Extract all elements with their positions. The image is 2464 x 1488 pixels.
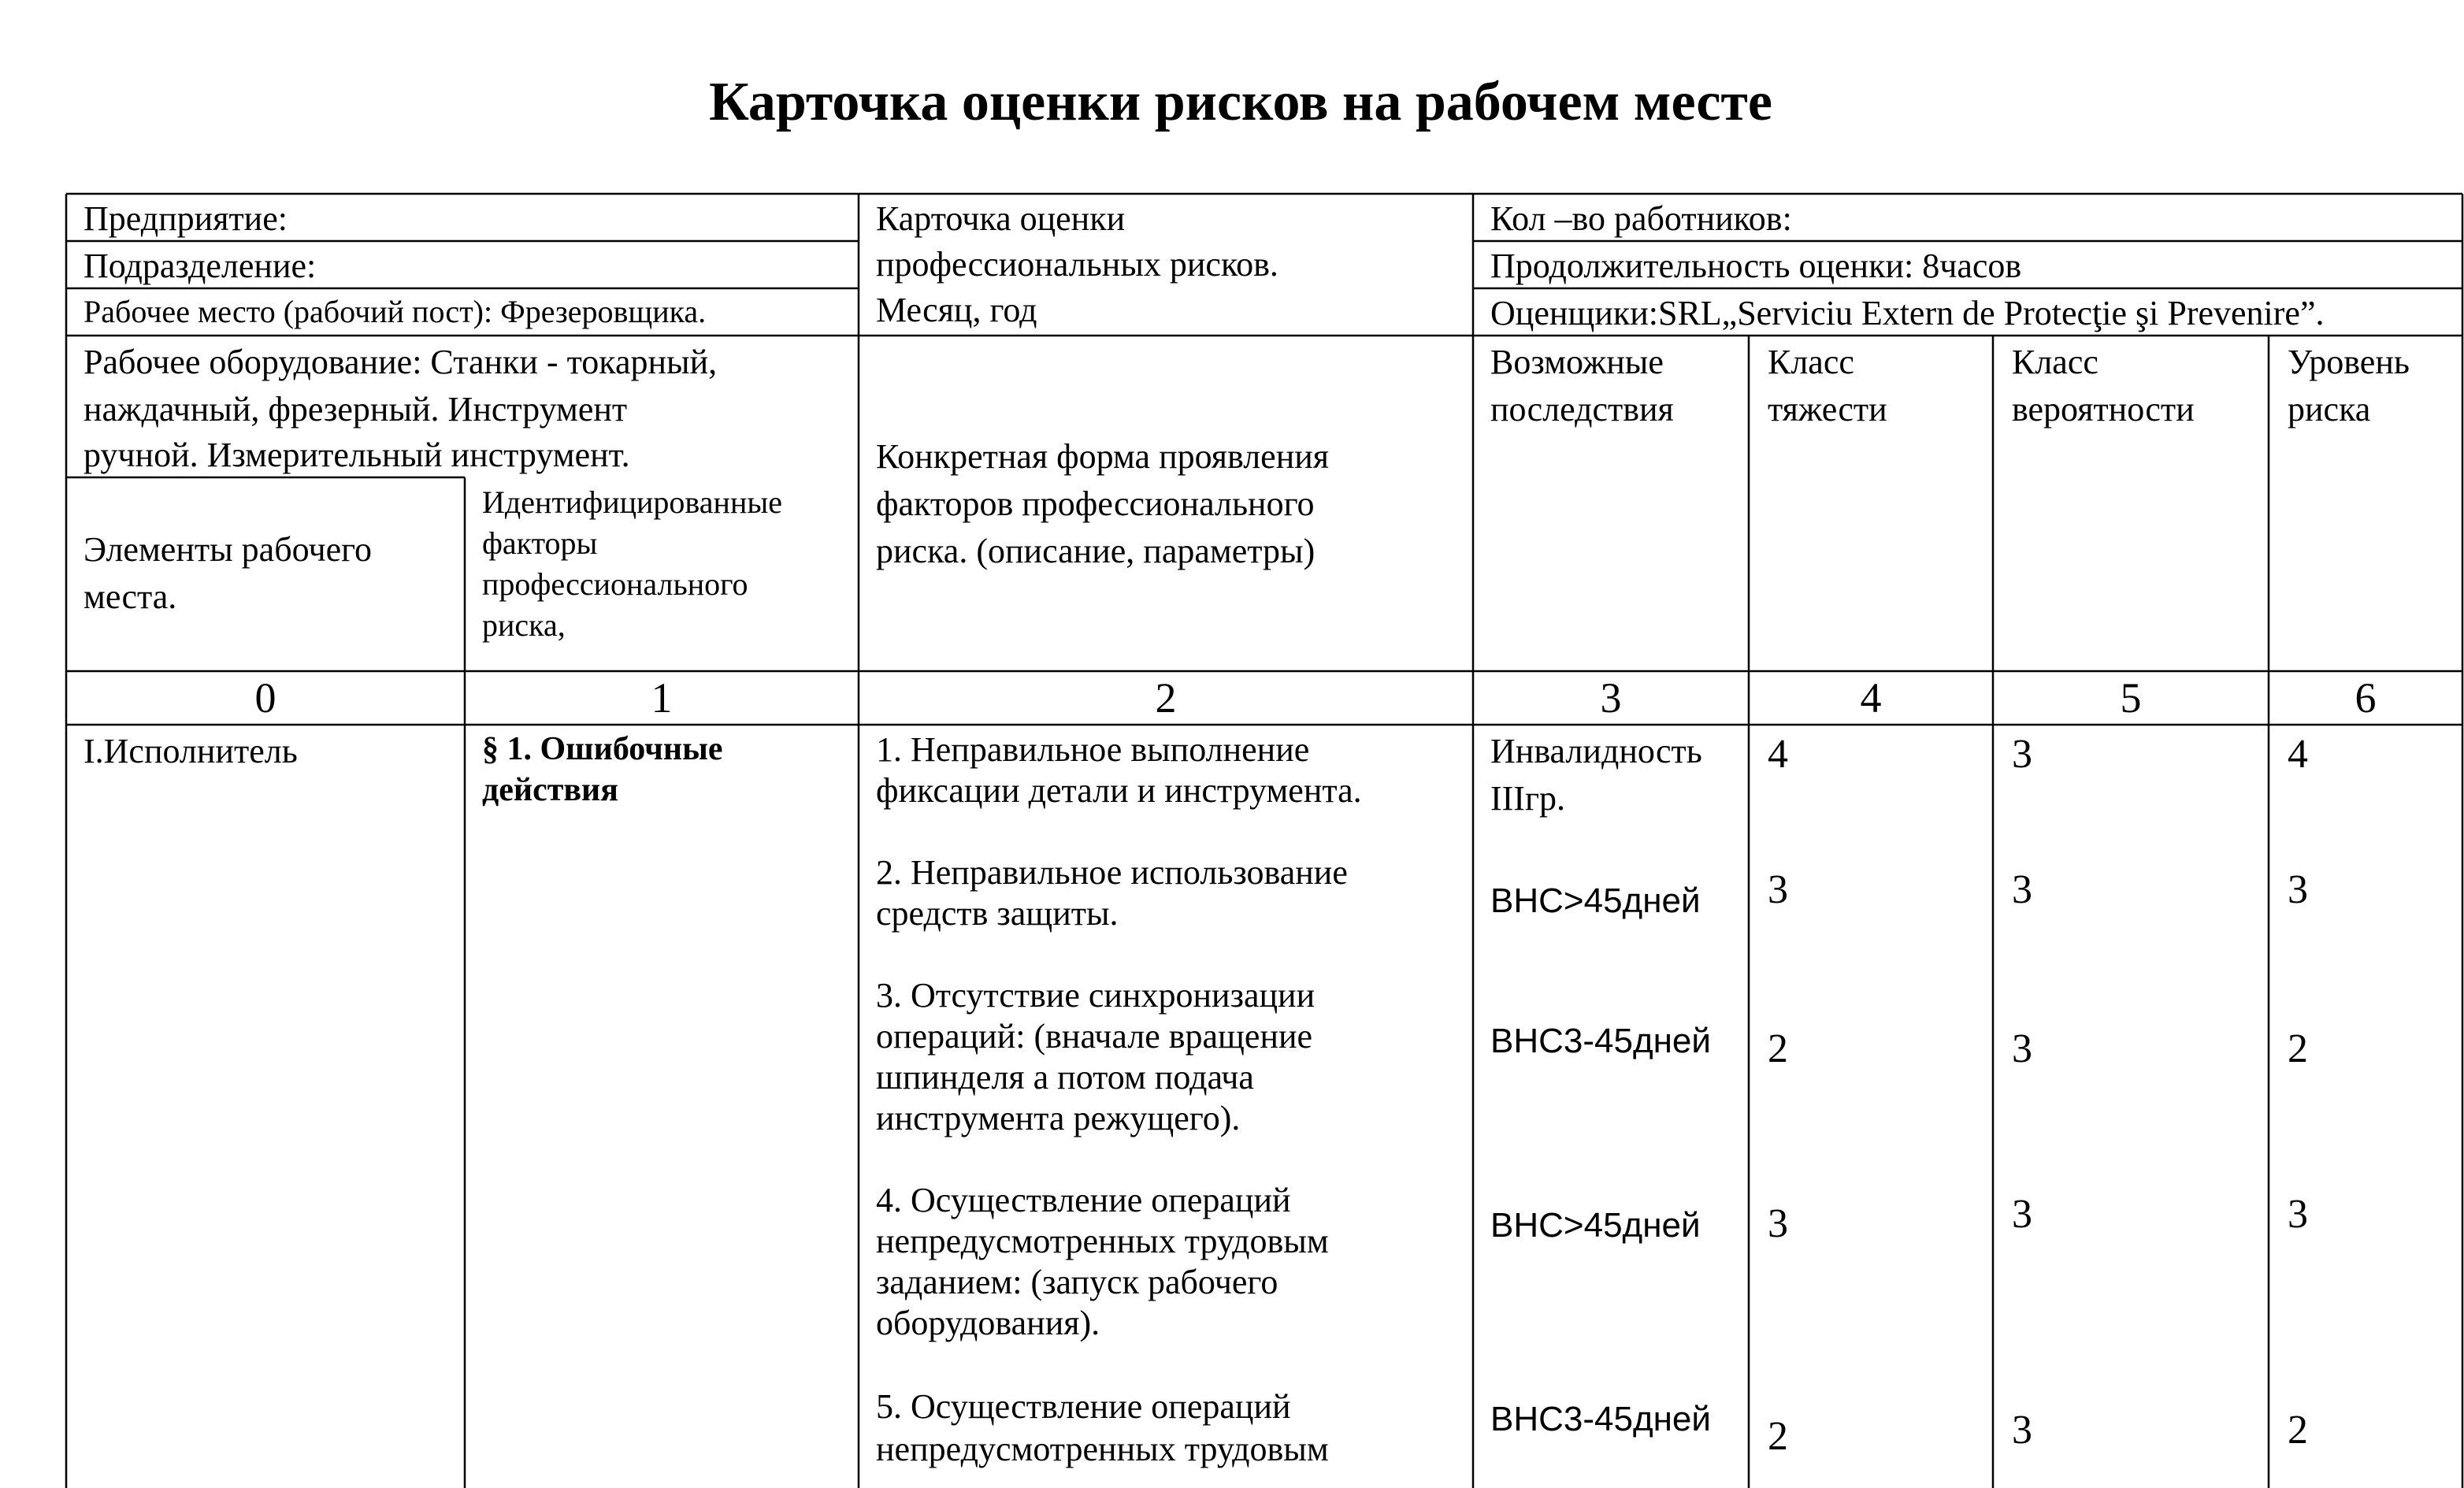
row-2-description-line-2: средств защиты. (876, 894, 1119, 933)
form-header-line-1: Конкретная форма проявления (876, 437, 1330, 476)
column-number-4: 4 (1860, 674, 1882, 722)
elements-header-line-1: Элементы рабочего (83, 530, 373, 569)
row-3-description-line-1: 3. Отсутствие синхронизации (876, 976, 1315, 1015)
subdivision-label: Подразделение: (83, 247, 317, 285)
enterprise-label: Предприятие: (83, 199, 288, 238)
row-2-probability: 3 (2012, 867, 2032, 912)
form-header-line-2: факторов профессионального (876, 484, 1315, 523)
level-header-line-2: риска (2288, 390, 2371, 429)
row-2-severity: 3 (1768, 867, 1788, 912)
card-title-line-2: профессиональных рисков. (876, 245, 1278, 284)
row-2-description-line-1: 2. Неправильное использование (876, 853, 1348, 892)
row-5-severity: 2 (1768, 1414, 1788, 1459)
row-2-consequence: ВНС>45дней (1490, 881, 1701, 920)
severity-header-line-1: Класс (1768, 343, 1854, 381)
form-header-line-3: риска. (описание, параметры) (876, 532, 1315, 570)
row-1-description-line-1: 1. Неправильное выполнение (876, 730, 1310, 769)
equipment-line-3: ручной. Измерительный инструмент. (83, 436, 630, 474)
row-3-consequence: ВНС3-45дней (1490, 1022, 1711, 1060)
column-number-2: 2 (1155, 674, 1177, 722)
column-number-3: 3 (1600, 674, 1622, 722)
row-3-description-line-3: шпинделя а потом подача (876, 1058, 1254, 1097)
section-factor-line-1: § 1. Ошибочные (482, 731, 723, 767)
row-4-description-line-1: 4. Осуществление операций (876, 1181, 1291, 1219)
probability-header-line-2: вероятности (2012, 390, 2195, 429)
page-title: Карточка оценки рисков на рабочем месте (709, 72, 1772, 132)
row-5-consequence: ВНС3-45дней (1490, 1400, 1711, 1438)
row-3-level: 2 (2288, 1026, 2308, 1071)
factors-header-line-3: профессионального (482, 566, 748, 602)
card-title-line-1: Карточка оценки (876, 199, 1126, 238)
row-3-description-line-2: операций: (вначале вращение (876, 1017, 1313, 1056)
row-4-severity: 3 (1768, 1201, 1788, 1246)
row-3-description-line-4: инструмента режущего). (876, 1099, 1241, 1137)
severity-header-line-2: тяжести (1768, 390, 1887, 429)
factors-header-line-2: факторы (482, 525, 598, 561)
equipment-line-2: наждачный, фрезерный. Инструмент (83, 390, 628, 429)
row-1-consequence-line-2: IIIгр. (1490, 779, 1566, 818)
row-4-description-line-4: оборудования). (876, 1304, 1100, 1342)
row-1-consequence-line-1: Инвалидность (1490, 732, 1702, 770)
row-3-severity: 2 (1768, 1026, 1788, 1071)
workplace-label: Рабочее место (рабочий пост): Фрезеровщика. (83, 294, 707, 329)
row-1-severity: 4 (1768, 732, 1788, 777)
factors-header-line-4: риска, (482, 607, 566, 643)
factors-header-line-1: Идентифицированные (482, 484, 782, 520)
column-number-1: 1 (651, 674, 673, 722)
row-4-consequence: ВНС>45дней (1490, 1206, 1701, 1245)
equipment-line-1: Рабочее оборудование: Станки - токарный, (83, 343, 718, 381)
row-4-level: 3 (2288, 1192, 2308, 1237)
row-5-probability: 3 (2012, 1408, 2032, 1453)
row-4-description-line-2: непредусмотренных трудовым (876, 1222, 1329, 1260)
column-number-0: 0 (254, 674, 276, 722)
row-1-level: 4 (2288, 732, 2308, 777)
row-1-description-line-2: фиксации детали и инструмента. (876, 771, 1362, 810)
row-4-probability: 3 (2012, 1192, 2032, 1237)
row-5-description-line-1: 5. Осуществление операций (876, 1387, 1291, 1426)
card-date-line: Месяц, год (876, 291, 1037, 329)
row-5-level: 2 (2288, 1408, 2308, 1453)
row-5-description-line-2: непредусмотренных трудовым (876, 1430, 1329, 1468)
row-1-probability: 3 (2012, 732, 2032, 777)
section-element: I.Исполнитель (83, 732, 298, 770)
elements-header-line-2: места. (83, 577, 177, 616)
consequences-header-line-2: последствия (1490, 390, 1674, 429)
assessors-label: Оценщики:SRL„Serviciu Extern de Protecţie şi Prevenire”. (1490, 294, 2325, 332)
column-number-6: 6 (2355, 674, 2377, 722)
row-4-description-line-3: заданием: (запуск рабочего (876, 1263, 1278, 1301)
workers-count-label: Кол –во работников: (1490, 199, 1792, 238)
level-header-line-1: Уровень (2288, 343, 2410, 381)
row-2-level: 3 (2288, 867, 2308, 912)
consequences-header-line-1: Возможные (1490, 343, 1664, 381)
duration-label: Продолжительность оценки: 8часов (1490, 247, 2022, 285)
probability-header-line-1: Класс (2012, 343, 2098, 381)
section-factor-line-2: действия (482, 772, 618, 808)
row-3-probability: 3 (2012, 1026, 2032, 1071)
column-number-5: 5 (2120, 674, 2142, 722)
